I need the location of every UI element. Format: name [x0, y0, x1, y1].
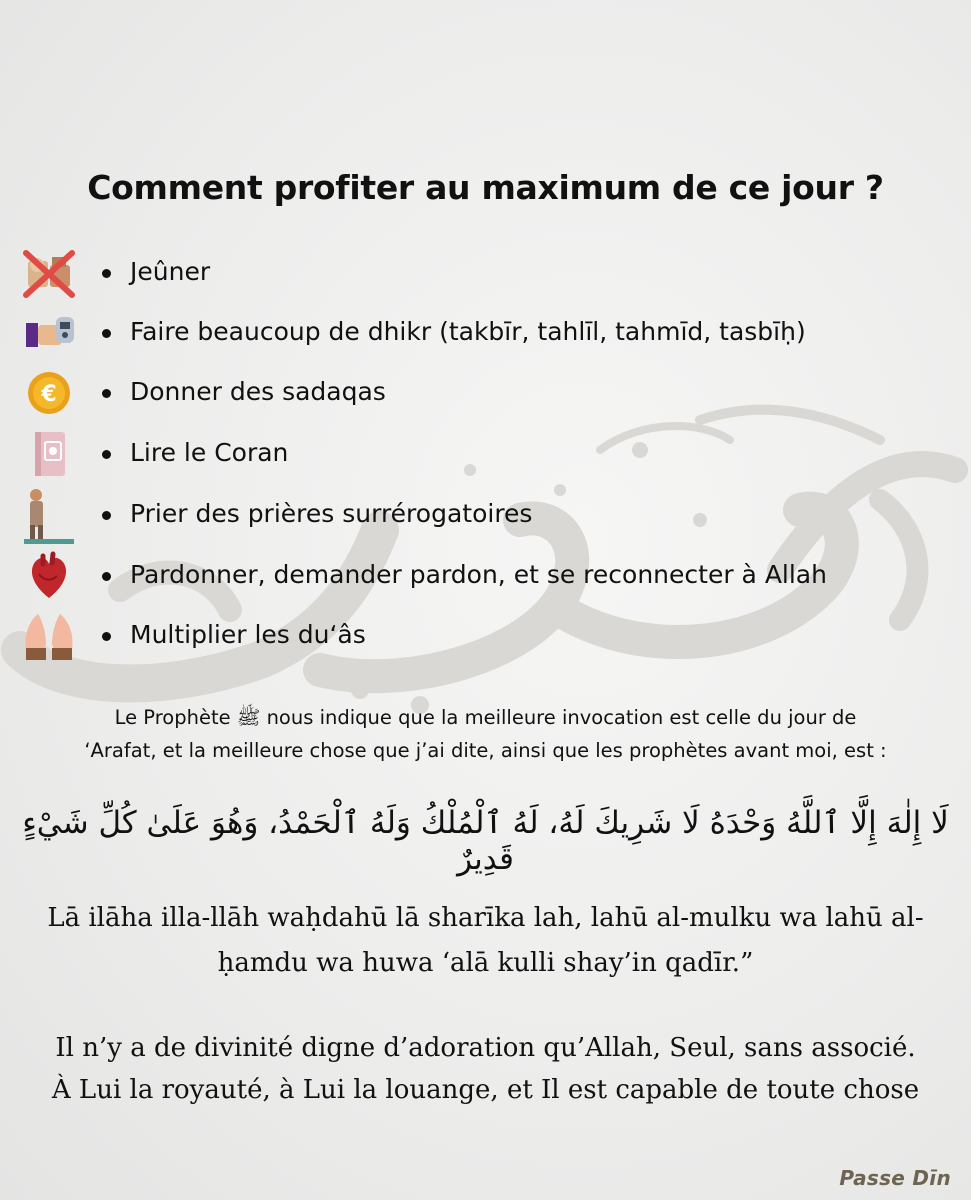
item-label: Lire le Coran: [130, 438, 289, 467]
hadith-line: Le Prophète ﷺ nous indique que la meilleure invocation est celle du jour de: [114, 706, 857, 729]
no-eating-icon: [18, 243, 80, 303]
bullet: [102, 329, 111, 338]
item-label: Pardonner, demander pardon, et se reconnecter à Allah: [130, 560, 827, 589]
transliteration: [8, 896, 963, 986]
list-item: [0, 424, 971, 484]
svg-text:€: €: [41, 382, 57, 407]
heart-icon: [18, 546, 80, 606]
raised-hands-icon: [18, 606, 80, 666]
transliteration-line: Lā ilāha illa-llāh waḥdahū lā sharīka lah, lahū al-mulku wa lahū al-: [47, 903, 924, 933]
item-label: Faire beaucoup de dhikr (takbīr, tahlīl, tahmīd, tasbīḥ): [130, 317, 806, 346]
page-title: Comment profiter au maximum de ce jour ?: [87, 168, 884, 207]
arabic-invocation: لَا إِلٰهَ إِلَّا ٱللَّهُ وَحْدَهُ لَا شَرِيكَ لَهُ، لَهُ ٱلْمُلْكُ وَلَهُ ٱلْحَمْدُ، وَهُوَ عَلَىٰ كُلِّ شَيْءٍ قَدِيرٌ: [22, 805, 949, 877]
hadith-line: ‘Arafat, et la meilleure chose que j’ai dite, ainsi que les prophètes avant moi, est :: [84, 739, 887, 762]
bullet: [102, 632, 111, 641]
euro-coin-icon: [18, 363, 80, 423]
item-label: Multiplier les du‘âs: [130, 620, 366, 649]
item-label: Jeûner: [130, 257, 211, 286]
list-item: [0, 546, 971, 606]
brand-logo: Passe Dīn: [839, 1166, 951, 1190]
translation: [8, 1027, 963, 1111]
translation-line: Il n’y a de divinité digne d’adoration qu’Allah, Seul, sans associé.: [55, 1033, 916, 1063]
praying-man-icon: [18, 485, 80, 545]
quran-book-icon: [18, 424, 80, 484]
bullet: [102, 389, 111, 398]
list-item: [0, 485, 971, 545]
list-item: [0, 303, 971, 363]
item-label: Donner des sadaqas: [130, 377, 386, 406]
list-item: [0, 243, 971, 303]
transliteration-line: ḥamdu wa huwa ‘alā kulli shay’in qadīr.”: [217, 948, 754, 978]
bullet: [102, 572, 111, 581]
item-label: Prier des prières surrérogatoires: [130, 499, 533, 528]
bullet: [102, 450, 111, 459]
bullet: [102, 511, 111, 520]
tasbih-counter-icon: [18, 303, 80, 363]
list-item: [0, 363, 971, 423]
translation-line: À Lui la royauté, à Lui la louange, et Il est capable de toute chose: [51, 1075, 920, 1105]
list-item: [0, 606, 971, 666]
hadith-intro: [0, 701, 971, 767]
bullet: [102, 269, 111, 278]
